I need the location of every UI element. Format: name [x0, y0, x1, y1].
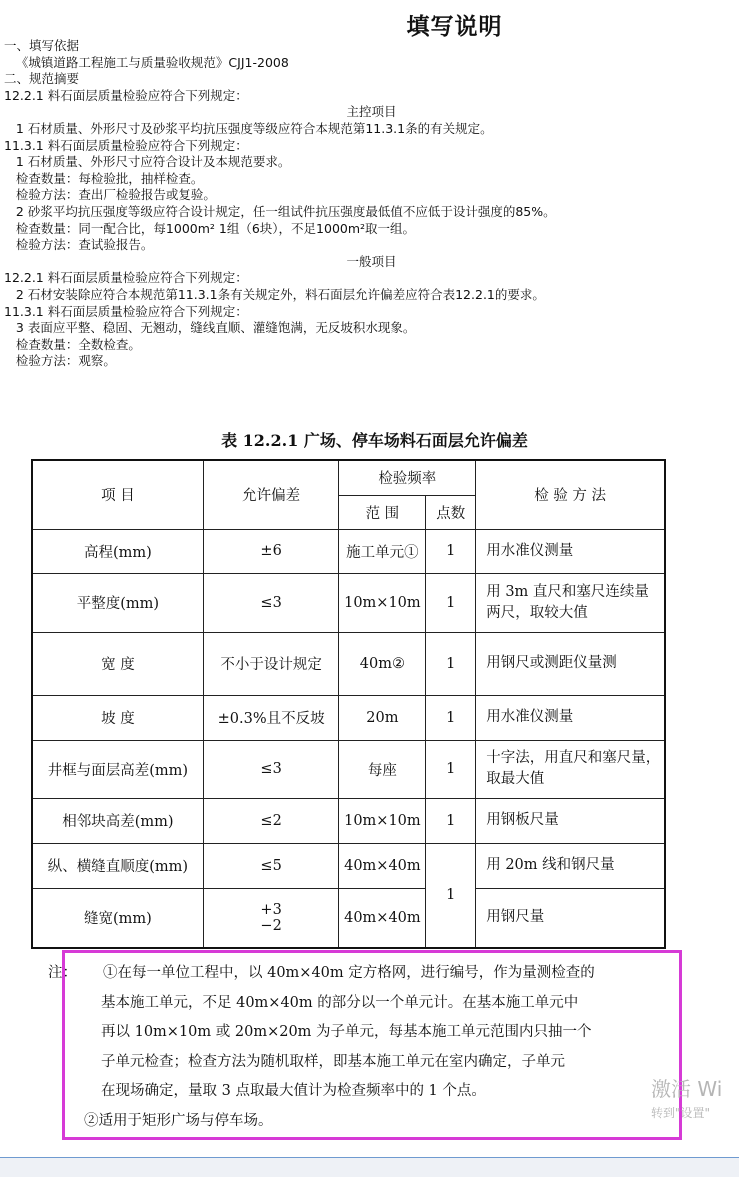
header-points: 点数: [426, 495, 476, 529]
spec-line: 检验方法：查出厂检验报告或复验。: [4, 187, 216, 203]
cell-range: 每座: [339, 740, 426, 798]
cell-item: 相邻块高差(mm): [32, 798, 203, 843]
note-line: 基本施工单元，不足 40m×40m 的部分以一个单元计。在基本施工单元中: [101, 994, 579, 1011]
cell-tolerance: ±6: [203, 529, 339, 573]
cell-method: 用水准仪测量: [476, 529, 665, 573]
table-note: [48, 959, 688, 1136]
cell-range: 40m②: [339, 632, 426, 695]
cell-range: 20m: [339, 695, 426, 740]
cell-item: 坡 度: [32, 695, 203, 740]
header-range: 范 围: [339, 495, 426, 529]
cell-method: 用 3m 直尺和塞尺连续量两尺，取较大值: [476, 573, 665, 632]
cell-range: 10m×10m: [339, 573, 426, 632]
cell-points: 1: [426, 695, 476, 740]
cell-points: 1: [426, 573, 476, 632]
cell-item: 井框与面层高差(mm): [32, 740, 203, 798]
spec-line: 《城镇道路工程施工与质量验收规范》CJJ1-2008: [4, 54, 289, 70]
note-line: 子单元检查；检查方法为随机取样，即基本施工单元在室内确定，子单元: [101, 1053, 565, 1070]
spec-line: 11.3.1 料石面层质量检验应符合下列规定：: [4, 303, 248, 319]
cell-item: 纵、横缝直顺度(mm): [32, 843, 203, 888]
header-item: 项 目: [32, 460, 203, 529]
spec-line: 检查数量：每检验批，抽样检查。: [4, 170, 204, 186]
cell-item: 平整度(mm): [32, 573, 203, 632]
spec-line: 检验方法：查试验报告。: [4, 237, 154, 253]
cell-tolerance: 不小于设计规定: [203, 632, 339, 695]
note-line: 再以 10m×10m 或 20m×20m 为子单元，每基本施工单元范围内只抽一个: [101, 1024, 592, 1040]
cell-tolerance: ≤2: [203, 798, 339, 843]
cell-points: 1: [426, 843, 476, 948]
cell-tolerance: [203, 888, 339, 948]
cell-points: 1: [426, 798, 476, 843]
note-line: 在现场确定，量取 3 点取最大值计为检查频率中的 1 个点。: [101, 1083, 486, 1099]
cell-tolerance: ≤5: [203, 843, 339, 888]
cell-method: 用 20m 线和钢尺量: [476, 843, 665, 888]
cell-method: 用钢尺量: [476, 888, 665, 948]
cell-item: 缝宽(mm): [32, 888, 203, 948]
watermark-line: 转到"设置": [651, 1106, 711, 1120]
header-method: 检 验 方 法: [476, 460, 665, 529]
cell-tolerance: ≤3: [203, 740, 339, 798]
cell-range: 施工单元①: [339, 529, 426, 573]
spec-line: 检查数量：同一配合比，每1000m² 1组（6块），不足1000m²取一组。: [4, 220, 416, 236]
deviation-table: [31, 459, 666, 949]
cell-method: 用钢尺或测距仪量测: [476, 632, 665, 695]
cell-tolerance: ±0.3%且不反坡: [203, 695, 339, 740]
spec-line: 1 石材质量、外形尺寸应符合设计及本规范要求。: [4, 154, 291, 170]
spec-line: 一般项目: [346, 253, 397, 269]
spec-line: 3 表面应平整、稳固、无翘动，缝线直顺、灌缝饱满，无反坡积水现象。: [4, 320, 416, 336]
note-label: 注：: [48, 965, 77, 981]
page-title: 填写说明: [406, 13, 503, 40]
cell-range: 40m×40m: [339, 888, 426, 948]
spec-line: 12.2.1 料石面层质量检验应符合下列规定：: [4, 270, 248, 286]
header-tolerance: 允许偏差: [203, 460, 339, 529]
cell-item: 宽 度: [32, 632, 203, 695]
table-title: 表 12.2.1 广场、停车场料石面层允许偏差: [221, 431, 528, 450]
spec-line: 二、规范摘要: [4, 71, 80, 87]
spec-line: 一、填写依据: [4, 38, 80, 53]
cell-range: 10m×10m: [339, 798, 426, 843]
cell-range: 40m×40m: [339, 843, 426, 888]
tolerance-lower: −2: [260, 917, 282, 934]
cell-points: 1: [426, 740, 476, 798]
spec-line: 12.2.1 料石面层质量检验应符合下列规定：: [4, 87, 248, 103]
spec-line: 主控项目: [346, 104, 397, 120]
header-frequency: 检验频率: [339, 460, 476, 495]
spec-line: 11.3.1 料石面层质量检验应符合下列规定：: [4, 137, 248, 153]
bottom-status-bar: [0, 1157, 739, 1177]
watermark-line: 激活 Wi: [651, 1077, 723, 1101]
tolerance-upper: +3: [260, 901, 282, 918]
cell-item: 高程(mm): [32, 529, 203, 573]
cell-method: 十字法，用直尺和塞尺量，取最大值: [476, 740, 665, 798]
cell-method: 用水准仪测量: [476, 695, 665, 740]
spec-line: 2 砂浆平均抗压强度等级应符合设计规定，任一组试件抗压强度最低值不应低于设计强度的85%。: [4, 203, 556, 219]
note-line: ①在每一单位工程中，以 40m×40m 定方格网，进行编号，作为量测检查的: [103, 965, 595, 981]
spec-line: 检查数量：全数检查。: [4, 336, 141, 352]
cell-points: 1: [426, 632, 476, 695]
spec-line: 检验方法：观察。: [4, 353, 116, 369]
cell-tolerance: ≤3: [203, 573, 339, 632]
spec-line: 2 石材安装除应符合本规范第11.3.1条有关规定外，料石面层允许偏差应符合表12.2.1的要求。: [4, 286, 545, 302]
note-line: ②适用于矩形广场与停车场。: [84, 1112, 273, 1129]
spec-text: [4, 38, 739, 370]
cell-points: 1: [426, 529, 476, 573]
cell-method: 用钢板尺量: [476, 798, 665, 843]
spec-line: 1 石材质量、外形尺寸及砂浆平均抗压强度等级应符合本规范第11.3.1条的有关规定。: [4, 120, 493, 136]
activation-watermark: [651, 1073, 722, 1121]
